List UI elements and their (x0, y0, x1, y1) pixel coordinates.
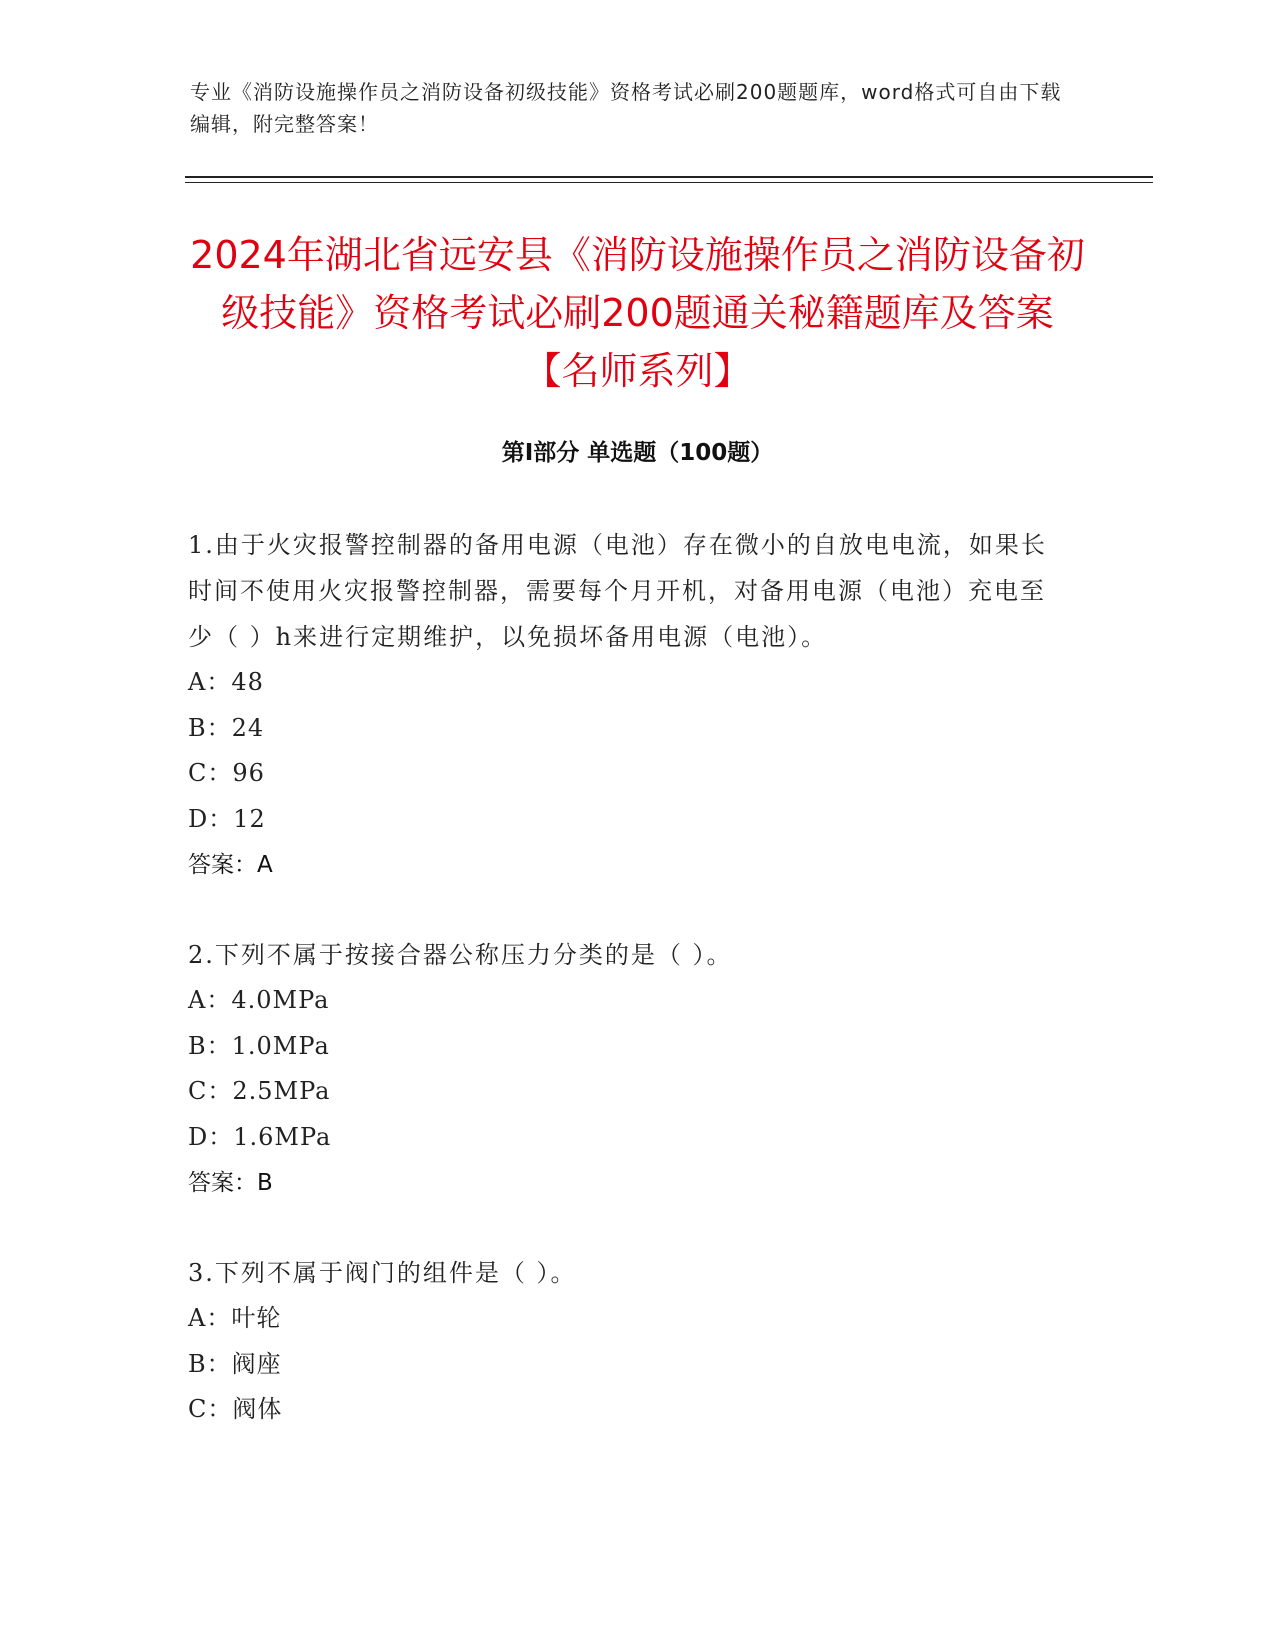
option-b: B：阀座 (188, 1349, 282, 1378)
section-title: 第Ⅰ部分 单选题（100题） (501, 440, 774, 466)
option-a: A：叶轮 (188, 1304, 282, 1332)
answer-line: 答案：B (188, 1170, 273, 1196)
option-d: D：1.6MPa (188, 1122, 332, 1151)
option-c: C：96 (188, 759, 265, 787)
question-3 (188, 1250, 1068, 1433)
question-stem: 3.下列不属于阀门的组件是（ ）。 (188, 1259, 577, 1287)
question-stem: 1.由于火灾报警控制器的备用电源（电池）存在微小的自放电电流，如果长时间不使用火灾报警控制器，需要每个月开机，对备用电源（电池）充电至少（ ）h来进行定期维护，以免损坏备用电源（电池）。 (188, 531, 1047, 651)
document-title: 2024年湖北省远安县《消防设施操作员之消防设备初级技能》资格考试必刷200题通关秘籍题库及答案【名师系列】 (190, 233, 1085, 393)
header-divider-thin (185, 182, 1153, 183)
question-stem: 2.下列不属于按接合器公称压力分类的是（ ）。 (188, 941, 733, 969)
option-a: A：4.0MPa (188, 986, 330, 1014)
option-c: C：2.5MPa (188, 1077, 331, 1105)
question-1 (188, 522, 1068, 888)
header-divider-thick (185, 176, 1153, 178)
option-d: D：12 (188, 804, 266, 833)
option-a: A：48 (188, 668, 264, 696)
option-c: C：阀体 (188, 1395, 283, 1423)
question-2 (188, 932, 1068, 1206)
answer-line: 答案：A (188, 852, 273, 878)
question-list (188, 522, 1068, 1477)
option-b: B：24 (188, 713, 265, 742)
header-note: 专业《消防设施操作员之消防设备初级技能》资格考试必刷200题题库，word格式可自由下载编辑，附完整答案！ (190, 80, 1062, 136)
option-b: B：1.0MPa (188, 1031, 330, 1060)
